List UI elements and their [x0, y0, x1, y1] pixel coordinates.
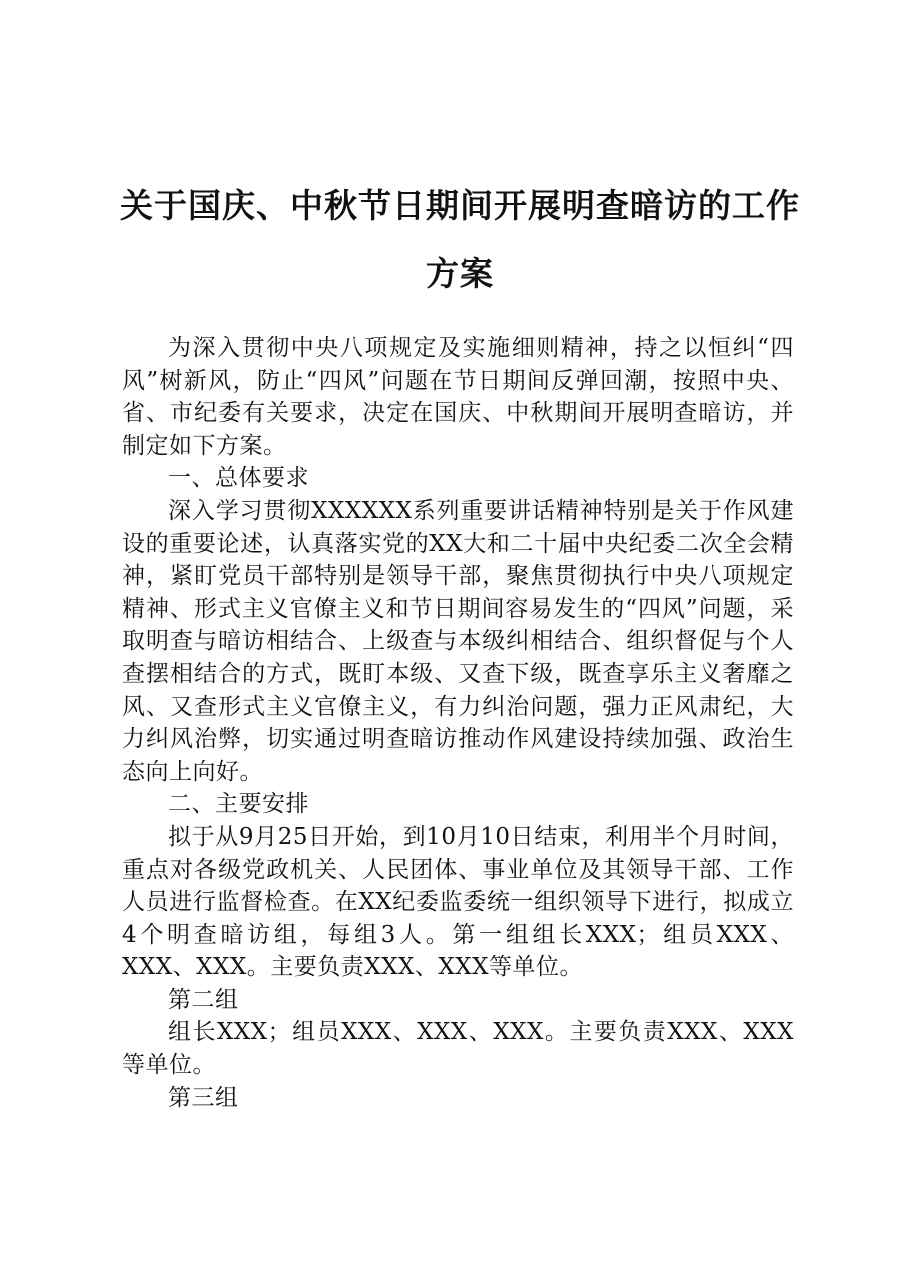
- main-arrangements-paragraph: 拟于从9月25日开始，到10月10日结束，利用半个月时间，重点对各级党政机关、人民团体、事业单位及其领导干部、工作人员进行监督检查。在XX纪委监委统一组织领导下进行，拟成立4个明查暗访组，每组3人。第一组组长XXX；组员XXX、XXX、XXX。主要负责XXX、XXX等单位。: [122, 823, 794, 981]
- group-three-heading: 第三组: [168, 1084, 239, 1111]
- group-two-heading: 第二组: [168, 986, 239, 1013]
- intro-paragraph: 为深入贯彻中央八项规定及实施细则精神，持之以恒纠“四风”树新风，防止“四风”问题在节日期间反弹回潮，按照中央、省、市纪委有关要求，决定在国庆、中秋期间开展明查暗访，并制定如下方案。: [122, 335, 794, 459]
- document-body: [122, 332, 794, 1114]
- section-heading-general-requirements: 一、总体要求: [168, 465, 309, 492]
- document-title-line-1: 关于国庆、中秋节日期间开展明查暗访的工作: [120, 186, 800, 225]
- document-title-line-2: 方案: [426, 254, 494, 293]
- general-requirements-paragraph: 深入学习贯彻XXXXXX系列重要讲话精神特别是关于作风建设的重要论述，认真落实党的XX大和二十届中央纪委二次全会精神，紧盯党员干部特别是领导干部，聚焦贯彻执行中央八项规定精神、形式主义官僚主义和节日期间容易发生的“四风”问题，采取明查与暗访相结合、上级查与本级纠相结合、组织督促与个人查摆相结合的方式，既盯本级、又查下级，既查享乐主义奢靡之风、又查形式主义官僚主义，有力纠治问题，强力正风肃纪，大力纠风治弊，切实通过明查暗访推动作风建设持续加强、政治生态向上向好。: [122, 497, 794, 785]
- section-heading-main-arrangements: 二、主要安排: [168, 791, 309, 818]
- group-two-paragraph: 组长XXX；组员XXX、XXX、XXX。主要负责XXX、XXX等单位。: [122, 1019, 794, 1079]
